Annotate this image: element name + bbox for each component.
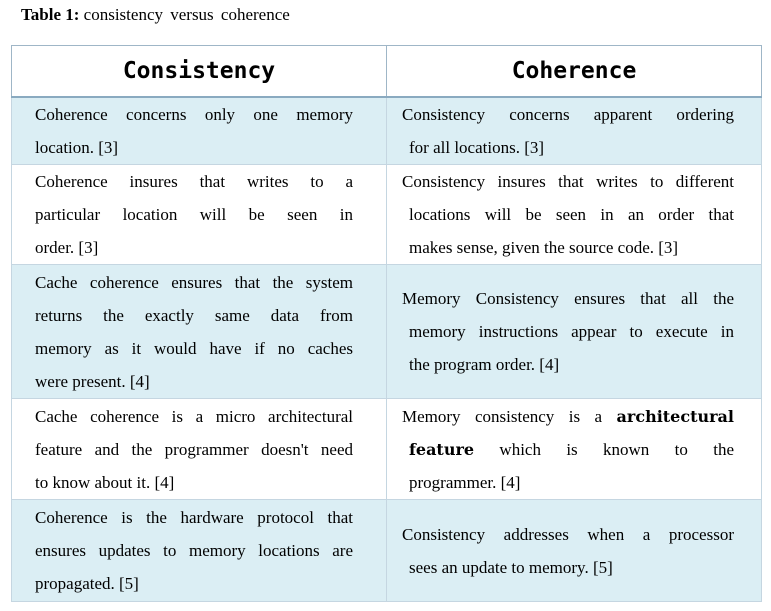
cell-line: feature and the programmer doesn't need: [35, 439, 353, 459]
table-row: [12, 97, 762, 165]
cell-bold-text: architectural: [616, 406, 734, 426]
cell-line: Consistency insures that writes to different: [402, 172, 734, 191]
cell-line: [402, 400, 734, 433]
cell-line: propagated. [5]: [35, 574, 139, 593]
cell-line: location. [3]: [35, 138, 119, 157]
table-caption-label: Table 1:: [21, 5, 80, 24]
table-cell-consistency: [12, 500, 387, 602]
cell-line: Cache coherence ensures that the system: [35, 272, 353, 292]
cell-line: ensures updates to memory locations are: [35, 541, 353, 560]
cell-line: Coherence insures that writes to a: [35, 172, 353, 191]
cell-line: memory as it would have if no caches: [35, 338, 353, 358]
table-caption-text: consistency versus coherence: [83, 5, 290, 24]
table-header-row: [12, 46, 762, 98]
table-cell-consistency: [12, 165, 387, 265]
cell-text: Memory consistency is a: [402, 406, 617, 426]
table-cell-coherence: [387, 399, 762, 500]
cell-text: which is known to the: [474, 439, 734, 459]
table-cell-consistency: [12, 97, 387, 165]
cell-line: Consistency addresses when a processor: [402, 524, 734, 544]
cell-line: memory instructions appear to execute in: [409, 322, 734, 341]
cell-line: makes sense, given the source code. [3]: [409, 238, 679, 257]
cell-line: Coherence concerns only one memory: [35, 105, 353, 124]
table-cell-coherence: [387, 265, 762, 399]
column-header-consistency: Consistency: [12, 46, 387, 98]
cell-line: locations will be seen in an order that: [409, 205, 734, 224]
column-header-coherence: Coherence: [387, 46, 762, 98]
cell-line: returns the exactly same data from: [35, 305, 353, 325]
cell-line: to know about it. [4]: [35, 472, 175, 492]
cell-line: Coherence is the hardware protocol that: [35, 508, 353, 527]
table-row: [12, 165, 762, 265]
table-row: [12, 265, 762, 399]
table-cell-consistency: [12, 265, 387, 399]
table-caption: [21, 4, 290, 26]
table-row: [12, 500, 762, 602]
cell-line: particular location will be seen in: [35, 205, 353, 224]
cell-line: [402, 433, 734, 466]
cell-line: the program order. [4]: [409, 355, 560, 374]
cell-line: sees an update to memory. [5]: [409, 557, 613, 577]
cell-line: programmer. [4]: [409, 472, 521, 492]
table-cell-consistency: [12, 399, 387, 500]
cell-bold-text: feature: [409, 439, 475, 459]
cell-line: for all locations. [3]: [409, 138, 545, 157]
cell-line: order. [3]: [35, 238, 99, 257]
consistency-coherence-table: [11, 45, 762, 602]
cell-line: Cache coherence is a micro architectural: [35, 406, 353, 426]
table-cell-coherence: [387, 97, 762, 165]
cell-line: were present. [4]: [35, 371, 150, 391]
cell-line: Consistency concerns apparent ordering: [402, 105, 734, 124]
table-cell-coherence: [387, 165, 762, 265]
table-row: [12, 399, 762, 500]
cell-line: Memory Consistency ensures that all the: [402, 289, 734, 308]
table-cell-coherence: [387, 500, 762, 602]
